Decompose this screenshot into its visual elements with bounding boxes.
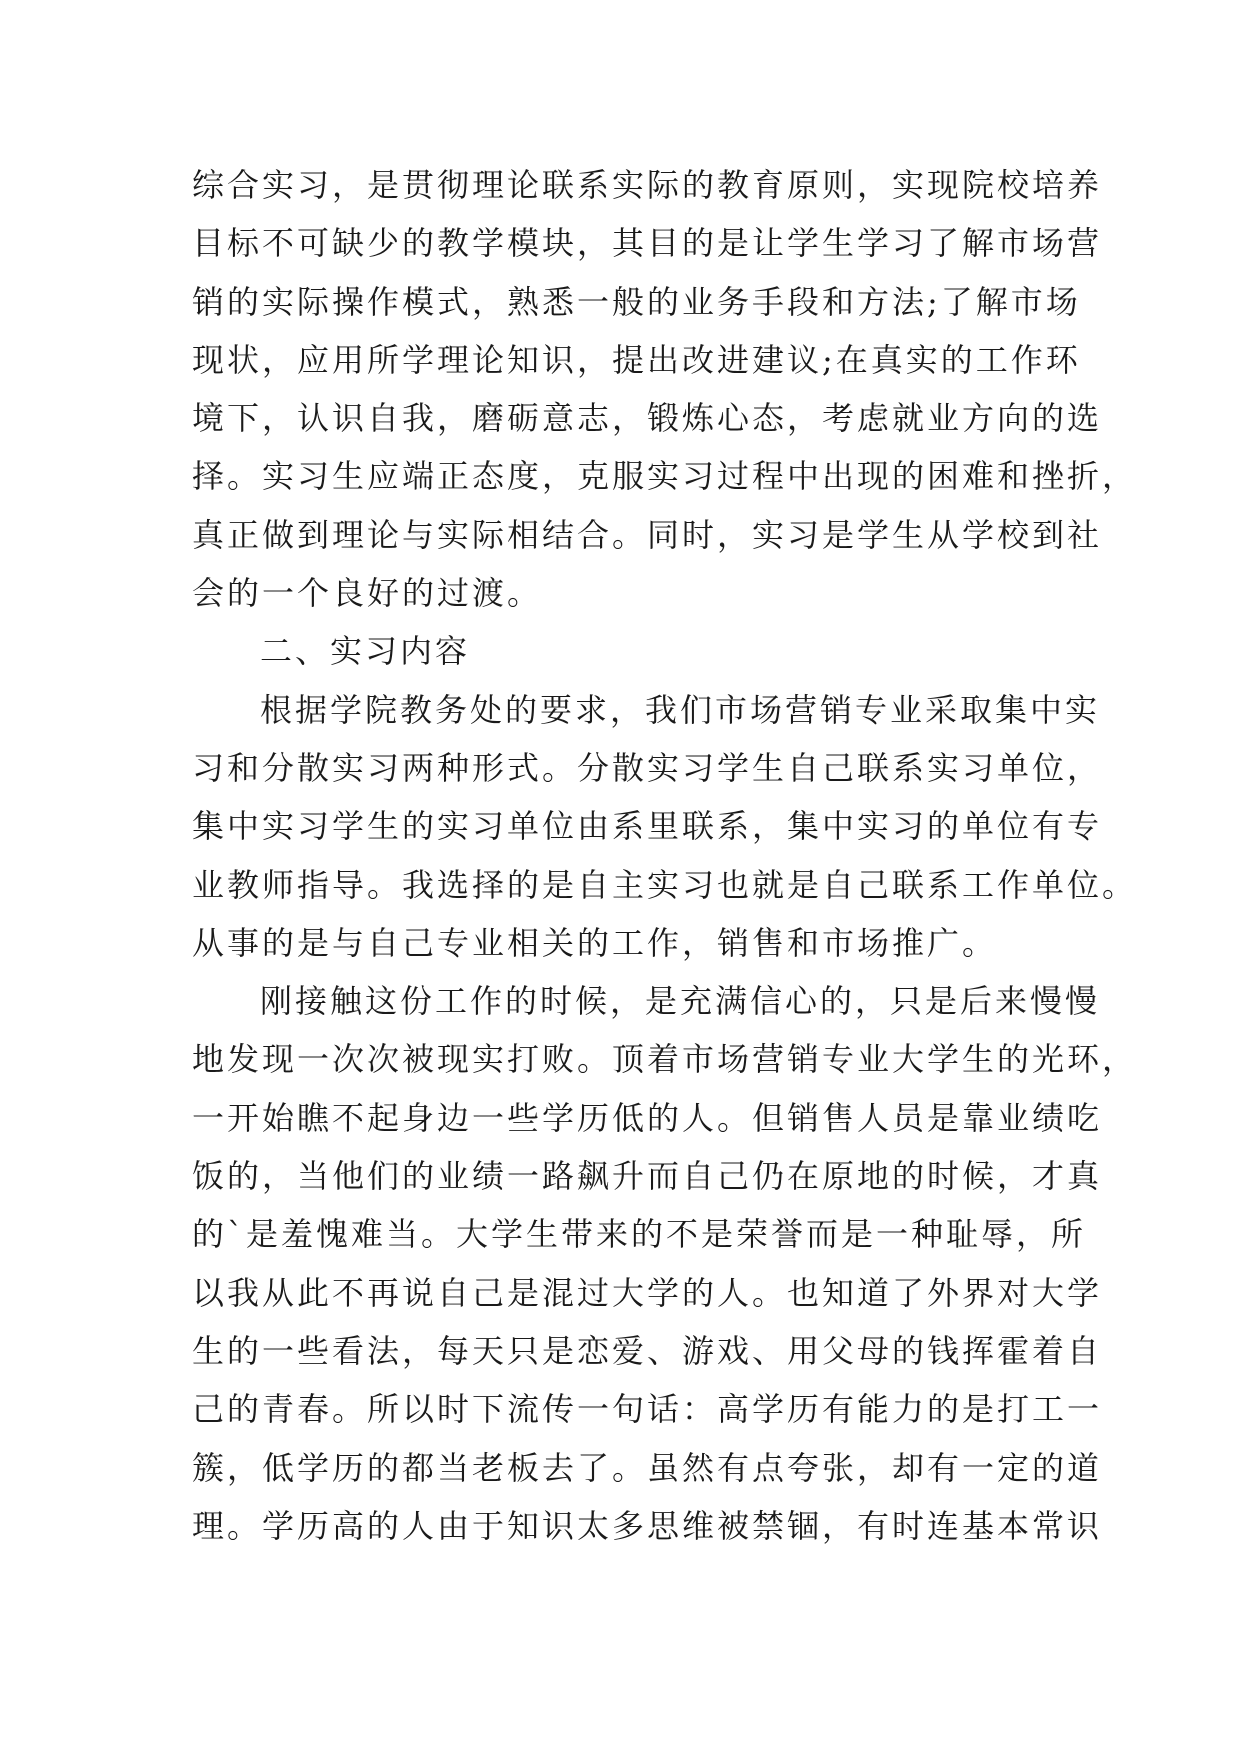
section-heading: 二、实习内容	[260, 632, 471, 671]
text-line: 销的实际操作模式，熟悉一般的业务手段和方法;了解市场	[192, 282, 1081, 321]
text-line: 集中实习学生的实习单位由系里联系，集中实习的单位有专	[192, 807, 1103, 846]
text-line: 择。实习生应端正态度，克服实习过程中出现的困难和挫折，	[192, 457, 1138, 496]
text-line: 一开始瞧不起身边一些学历低的人。但销售人员是靠业绩吃	[192, 1098, 1103, 1137]
body-text	[192, 156, 1138, 1555]
text-line: 现状，应用所学理论知识，提出改进建议;在真实的工作环	[192, 340, 1081, 379]
text-line: 根据学院教务处的要求，我们市场营销专业采取集中实	[260, 690, 1101, 729]
text-line: 综合实习，是贯彻理论联系实际的教育原则，实现院校培养	[192, 166, 1103, 204]
text-line: 饭的，当他们的业绩一路飙升而自己仍在原地的时候，才真	[192, 1157, 1103, 1196]
text-line: 目标不可缺少的教学模块，其目的是让学生学习了解市场营	[192, 224, 1103, 263]
text-line: 己的青春。所以时下流传一句话：高学历有能力的是打工一	[192, 1390, 1103, 1429]
text-line: 会的一个良好的过渡。	[192, 574, 543, 613]
text-line: 地发现一次次被现实打败。顶着市场营销专业大学生的光环，	[192, 1040, 1138, 1079]
text-line: 业教师指导。我选择的是自主实习也就是自己联系工作单位。	[192, 865, 1138, 904]
text-line: 簇，低学历的都当老板去了。虽然有点夸张，却有一定的道	[192, 1448, 1103, 1487]
text-line: 从事的是与自己专业相关的工作，销售和市场推广。	[192, 923, 998, 962]
text-line: 生的一些看法，每天只是恋爱、游戏、用父母的钱挥霍着自	[192, 1331, 1103, 1370]
text-line: 真正做到理论与实际相结合。同时，实习是学生从学校到社	[192, 515, 1103, 554]
text-line: 境下，认识自我，磨砺意志，锻炼心态，考虑就业方向的选	[192, 399, 1103, 438]
text-line: 以我从此不再说自己是混过大学的人。也知道了外界对大学	[192, 1273, 1103, 1312]
text-line: 刚接触这份工作的时候，是充满信心的，只是后来慢慢	[260, 982, 1101, 1021]
text-line: 习和分散实习两种形式。分散实习学生自己联系实习单位，	[192, 748, 1103, 787]
text-line: 理。学历高的人由于知识太多思维被禁锢，有时连基本常识	[192, 1506, 1103, 1545]
text-line: 的`是羞愧难当。大学生带来的不是荣誉而是一种耻辱，所	[192, 1215, 1087, 1254]
